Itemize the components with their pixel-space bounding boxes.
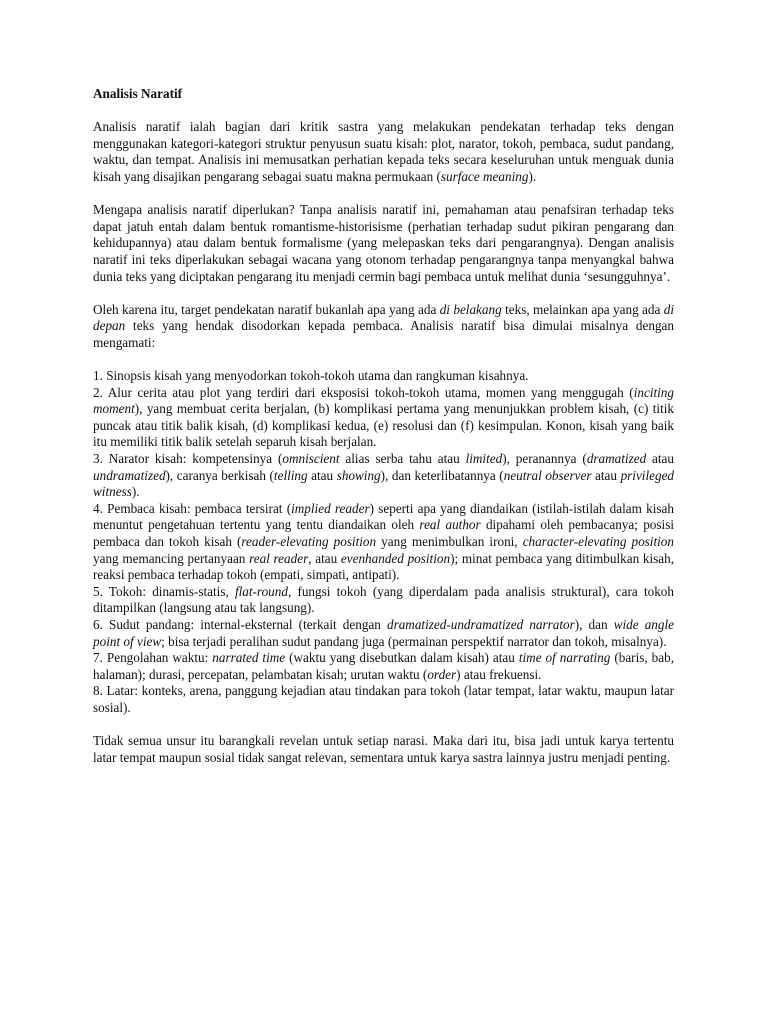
italic-term: dramatized bbox=[586, 451, 647, 467]
italic-term: real reader bbox=[249, 550, 309, 566]
text-run: ); minat pembaca yang ditimbulkan kisah, reaksi pembaca terhadap tokoh (empati, simpati, antipati). bbox=[93, 550, 675, 583]
text-run: 6. Sudut pandang: internal-eksternal (terkait dengan bbox=[93, 617, 387, 632]
italic-term: surface meaning bbox=[440, 168, 529, 184]
text-run: Oleh karena itu, target pendekatan naratif bukanlah apa yang ada bbox=[93, 301, 440, 317]
text-run: dipahami oleh pembacanya; posisi pembaca dan tokoh kisah ( bbox=[93, 517, 674, 550]
text-run: atau bbox=[307, 467, 337, 483]
italic-term: narrated time bbox=[212, 650, 286, 666]
italic-term: evenhanded position bbox=[340, 550, 451, 566]
italic-term: implied reader bbox=[291, 500, 370, 516]
text-run: ; bisa terjadi peralihan sudut pandang juga (permainan perspektif narrator dan tokoh, misalnya). bbox=[161, 633, 667, 649]
text-run: ), yang membuat cerita berjalan, (b) komplikasi pertama yang menunjukkan problem kisah, (c) titik puncak atau titik balik kisah, (d) komplikasi kedua, (e) resolusi dan (f) kesimpulan. Konon, kisah yang baik itu memiliki titik balik setelah separuh kisah berjalan. bbox=[93, 401, 674, 450]
list-item bbox=[93, 617, 674, 650]
text-run: 4. Pembaca kisah: pembaca tersirat ( bbox=[93, 500, 292, 516]
text-run: , atau bbox=[308, 550, 341, 566]
analysis-steps-list bbox=[93, 368, 674, 716]
list-item bbox=[93, 385, 674, 451]
text-run: (baris, bab, halaman); durasi, percepatan, pelambatan kisah; urutan waktu ( bbox=[93, 650, 674, 682]
list-item bbox=[93, 683, 674, 716]
italic-term: undramatized bbox=[93, 467, 166, 483]
text-run: Mengapa analisis naratif diperlukan? Tanpa analisis naratif ini, pemahaman atau penafsiran terhadap teks dapat jatuh entah dalam bentuk romantisme-historisisme (perhatian terhadap sudut pikiran pengarang dan kehidupannya) atau dalam bentuk formalisme (yang melepaskan teks dari pengarangnya). Dengan analisis naratif ini teks diperlakukan sebagai wacana yang otonom terhadap pengarangnya tanpa menyangkal bahwa dunia teks yang diciptakan pengarang itu menjadi cermin bagi pembaca untuk melihat dunia ‘sesungguhnya’. bbox=[93, 202, 674, 284]
italic-term: neutral observer bbox=[503, 467, 592, 483]
text-run: alias serba tahu atau bbox=[339, 451, 466, 467]
list-item bbox=[93, 501, 674, 584]
text-run: teks, melainkan apa yang ada bbox=[501, 301, 664, 317]
text-run: 5. Tokoh: dinamis-statis, bbox=[93, 583, 235, 599]
italic-term: showing bbox=[336, 467, 381, 483]
text-run: atau bbox=[646, 451, 674, 467]
text-run: ), dan keterlibatannya ( bbox=[380, 467, 504, 483]
italic-term: flat-round bbox=[234, 583, 288, 599]
italic-term: wide angle point of view bbox=[93, 617, 674, 649]
italic-term: inciting moment bbox=[93, 384, 674, 417]
list-item bbox=[93, 584, 674, 617]
text-run: ), dan bbox=[574, 617, 614, 632]
text-run: 7. Pengolahan waktu: bbox=[93, 650, 213, 666]
list-item bbox=[93, 650, 674, 683]
italic-term: omniscient bbox=[282, 451, 340, 467]
italic-term: limited bbox=[465, 451, 503, 467]
italic-term: order bbox=[427, 666, 457, 682]
text-run: ), caranya berkisah ( bbox=[165, 467, 274, 483]
list-item bbox=[93, 451, 674, 501]
paragraph-definition bbox=[93, 119, 674, 185]
italic-term: reader-elevating position bbox=[241, 534, 377, 550]
italic-term: di belakang bbox=[439, 301, 502, 317]
italic-term: real author bbox=[419, 517, 481, 533]
text-run: ) atau frekuensi. bbox=[456, 666, 542, 682]
text-run: Analisis naratif ialah bagian dari kritik sastra yang melakukan pendekatan terhadap teks dengan menggunakan kategori-kategori struktur penyusun suatu kisah: plot, narator, tokoh, pembaca, sudut pandang, waktu, dan tempat. Analisis ini memusatkan perhatian kepada teks secara keseluruhan untuk menguak dunia kisah yang disajikan pengarang sebagai suatu makna permukaan ( bbox=[93, 119, 674, 184]
text-run: , fungsi tokoh (yang diperdalam pada analisis struktural), cara tokoh ditampilkan (langsung atau tak langsung). bbox=[93, 583, 674, 616]
italic-term: privileged witness bbox=[93, 467, 675, 500]
paragraph-why-analysis bbox=[93, 202, 674, 285]
text-run: yang memancing pertanyaan bbox=[93, 550, 250, 566]
text-run: ), peranannya ( bbox=[502, 451, 587, 467]
italic-term: character-elevating position bbox=[522, 534, 674, 550]
italic-term: di depan bbox=[93, 301, 675, 334]
text-run: atau bbox=[591, 467, 621, 483]
text-run: 3. Narator kisah: kompetensinya ( bbox=[93, 451, 283, 467]
italic-term: dramatized-undramatized narrator bbox=[386, 617, 575, 632]
text-run: Tidak semua unsur itu barangkali revelan untuk setiap narasi. Maka dari itu, bisa jadi untuk karya tertentu latar tempat maupun sosial tidak sangat relevan, sementara untuk karya sastra lainnya justru menjadi penting. bbox=[93, 733, 674, 765]
document-body bbox=[93, 86, 674, 766]
text-run: 8. Latar: konteks, arena, panggung kejadian atau tindakan para tokoh (latar tempat, latar waktu, maupun latar sosial). bbox=[93, 683, 674, 715]
list-item bbox=[93, 368, 674, 385]
document-title: Analisis Naratif bbox=[93, 86, 183, 101]
text-run: (waktu yang disebutkan dalam kisah) atau bbox=[285, 650, 519, 666]
text-run: ). bbox=[528, 168, 537, 184]
text-run: yang menimbulkan ironi, bbox=[376, 534, 523, 550]
text-run: teks yang hendak disodorkan kepada pembaca. Analisis naratif bisa dimulai misalnya dengan mengamati: bbox=[93, 318, 674, 350]
paragraph-target bbox=[93, 302, 674, 352]
text-run: 1. Sinopsis kisah yang menyodorkan tokoh-tokoh utama dan rangkuman kisahnya. bbox=[93, 368, 529, 384]
text-run: ) seperti apa yang diandaikan (istilah-istilah dalam kisah menuntut pengetahuan tertentu yang tentu diandaikan oleh bbox=[93, 500, 674, 533]
italic-term: time of narrating bbox=[518, 650, 611, 666]
paragraph-closing bbox=[93, 733, 674, 766]
text-run: ). bbox=[131, 484, 140, 500]
text-run: 2. Alur cerita atau plot yang terdiri dari eksposisi tokoh-tokoh utama, momen yang menggugah ( bbox=[93, 384, 634, 400]
italic-term: telling bbox=[273, 467, 308, 483]
